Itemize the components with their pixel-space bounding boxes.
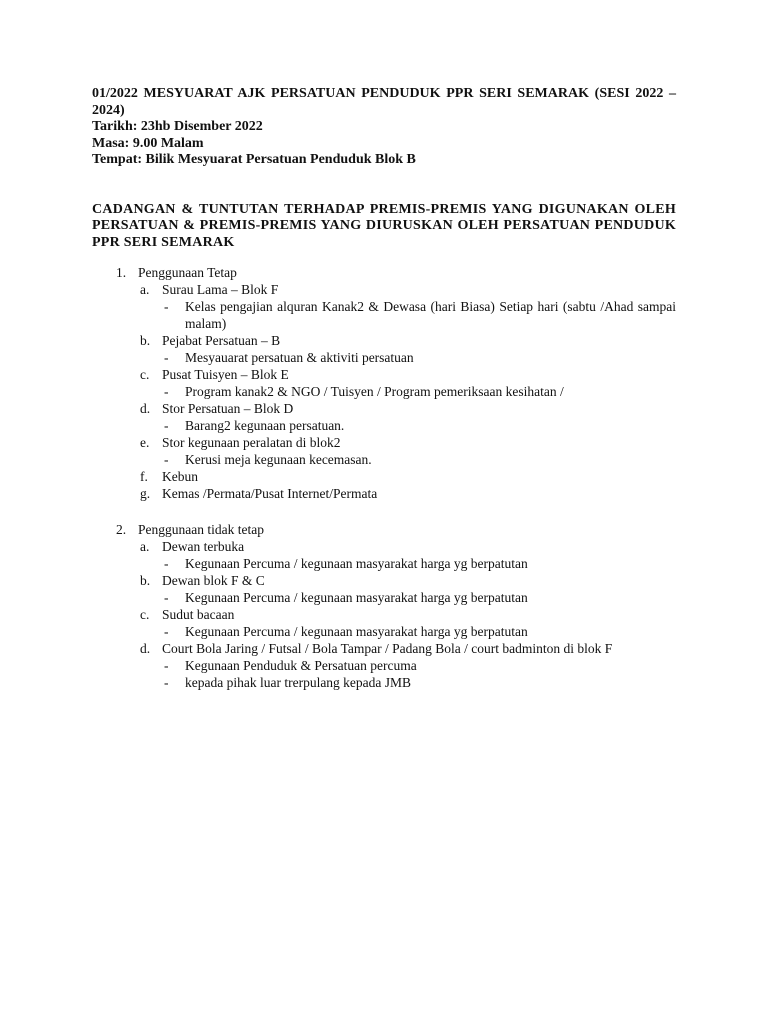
section-number: 2. <box>116 522 127 537</box>
item-text: Stor kegunaan peralatan di blok2 <box>162 435 341 450</box>
section-item <box>92 521 676 538</box>
note-text: kepada pihak luar trerpulang kepada JMB <box>185 675 412 690</box>
list-item <box>92 606 676 623</box>
meeting-venue: Tempat: Bilik Mesyuarat Persatuan Penduduk Blok B <box>92 152 416 167</box>
list-note <box>92 674 676 691</box>
note-text: Kegunaan Penduduk & Persatuan percuma <box>185 658 417 673</box>
list-item <box>92 400 676 417</box>
note-text: Kegunaan Percuma / kegunaan masyarakat harga yg berpatutan <box>185 590 528 605</box>
list-item <box>92 572 676 589</box>
list-item <box>92 485 676 502</box>
list-item <box>92 468 676 485</box>
section-spacer <box>92 502 676 521</box>
section-number: 1. <box>116 265 127 280</box>
list-note <box>92 657 676 674</box>
bullet-dash: - <box>164 350 169 365</box>
item-letter: f. <box>140 469 148 484</box>
item-letter: b. <box>140 333 151 348</box>
meeting-time: Masa: 9.00 Malam <box>92 135 204 151</box>
item-letter: a. <box>140 282 150 297</box>
item-text: Stor Persatuan – Blok D <box>162 401 294 416</box>
bullet-dash: - <box>164 556 169 571</box>
bullet-dash: - <box>164 675 169 690</box>
list-note <box>92 417 676 434</box>
item-text: Court Bola Jaring / Futsal / Bola Tampar / Padang Bola / court badminton di blok F <box>162 641 613 656</box>
meeting-date: Tarikh: 23hb Disember 2022 <box>92 119 263 134</box>
list-item <box>92 281 676 298</box>
list-note <box>92 383 676 400</box>
section-title: Penggunaan Tetap <box>138 265 237 280</box>
item-letter: c. <box>140 607 150 622</box>
section-title: Penggunaan tidak tetap <box>138 522 264 537</box>
item-text: Dewan blok F & C <box>162 573 265 588</box>
list-item <box>92 332 676 349</box>
document-page <box>92 86 676 691</box>
item-letter: g. <box>140 486 151 501</box>
list-item <box>92 434 676 451</box>
list-note <box>92 451 676 468</box>
bullet-dash: - <box>164 624 169 639</box>
bullet-dash: - <box>164 452 169 467</box>
list-note <box>92 298 676 332</box>
meeting-header <box>92 86 676 169</box>
item-letter: a. <box>140 539 150 554</box>
note-text: Program kanak2 & NGO / Tuisyen / Program pemeriksaan kesihatan / <box>185 384 564 399</box>
list-item <box>92 538 676 555</box>
bullet-dash: - <box>164 384 169 399</box>
list-item <box>92 366 676 383</box>
note-text: Kelas pengajian alquran Kanak2 & Dewasa (hari Biasa) Setiap hari (sabtu /Ahad sampai malam) <box>185 299 676 331</box>
note-text: Kegunaan Percuma / kegunaan masyarakat harga yg berpatutan <box>185 624 528 639</box>
bullet-dash: - <box>164 658 169 673</box>
note-text: Mesyauarat persatuan & aktiviti persatuan <box>185 350 414 365</box>
list-item <box>92 640 676 657</box>
premises-list <box>92 264 676 691</box>
item-text: Pusat Tuisyen – Blok E <box>162 367 289 382</box>
item-text: Kebun <box>162 469 198 484</box>
bullet-dash: - <box>164 590 169 605</box>
list-note <box>92 555 676 572</box>
list-note <box>92 589 676 606</box>
item-text: Dewan terbuka <box>162 539 245 554</box>
item-letter: e. <box>140 435 150 450</box>
item-text: Kemas /Permata/Pusat Internet/Permata <box>162 486 378 501</box>
section-heading: CADANGAN & TUNTUTAN TERHADAP PREMIS-PREMIS YANG DIGUNAKAN OLEH PERSATUAN & PREMIS-PREMIS YANG DIURUSKAN OLEH PERSATUAN PENDUDUK PPR SERI SEMARAK <box>92 201 676 250</box>
item-letter: b. <box>140 573 151 588</box>
section-item <box>92 264 676 281</box>
item-letter: d. <box>140 401 151 416</box>
note-text: Barang2 kegunaan persatuan. <box>185 418 345 433</box>
bullet-dash: - <box>164 418 169 433</box>
item-letter: c. <box>140 367 150 382</box>
item-text: Surau Lama – Blok F <box>162 282 279 297</box>
meeting-title: 01/2022 MESYUARAT AJK PERSATUAN PENDUDUK PPR SERI SEMARAK (SESI 2022 – 2024) <box>92 86 676 118</box>
list-note <box>92 623 676 640</box>
item-text: Sudut bacaan <box>162 607 235 622</box>
note-text: Kerusi meja kegunaan kecemasan. <box>185 452 372 467</box>
list-note <box>92 349 676 366</box>
bullet-dash: - <box>164 299 169 314</box>
note-text: Kegunaan Percuma / kegunaan masyarakat harga yg berpatutan <box>185 556 528 571</box>
item-letter: d. <box>140 641 151 656</box>
item-text: Pejabat Persatuan – B <box>162 333 281 348</box>
